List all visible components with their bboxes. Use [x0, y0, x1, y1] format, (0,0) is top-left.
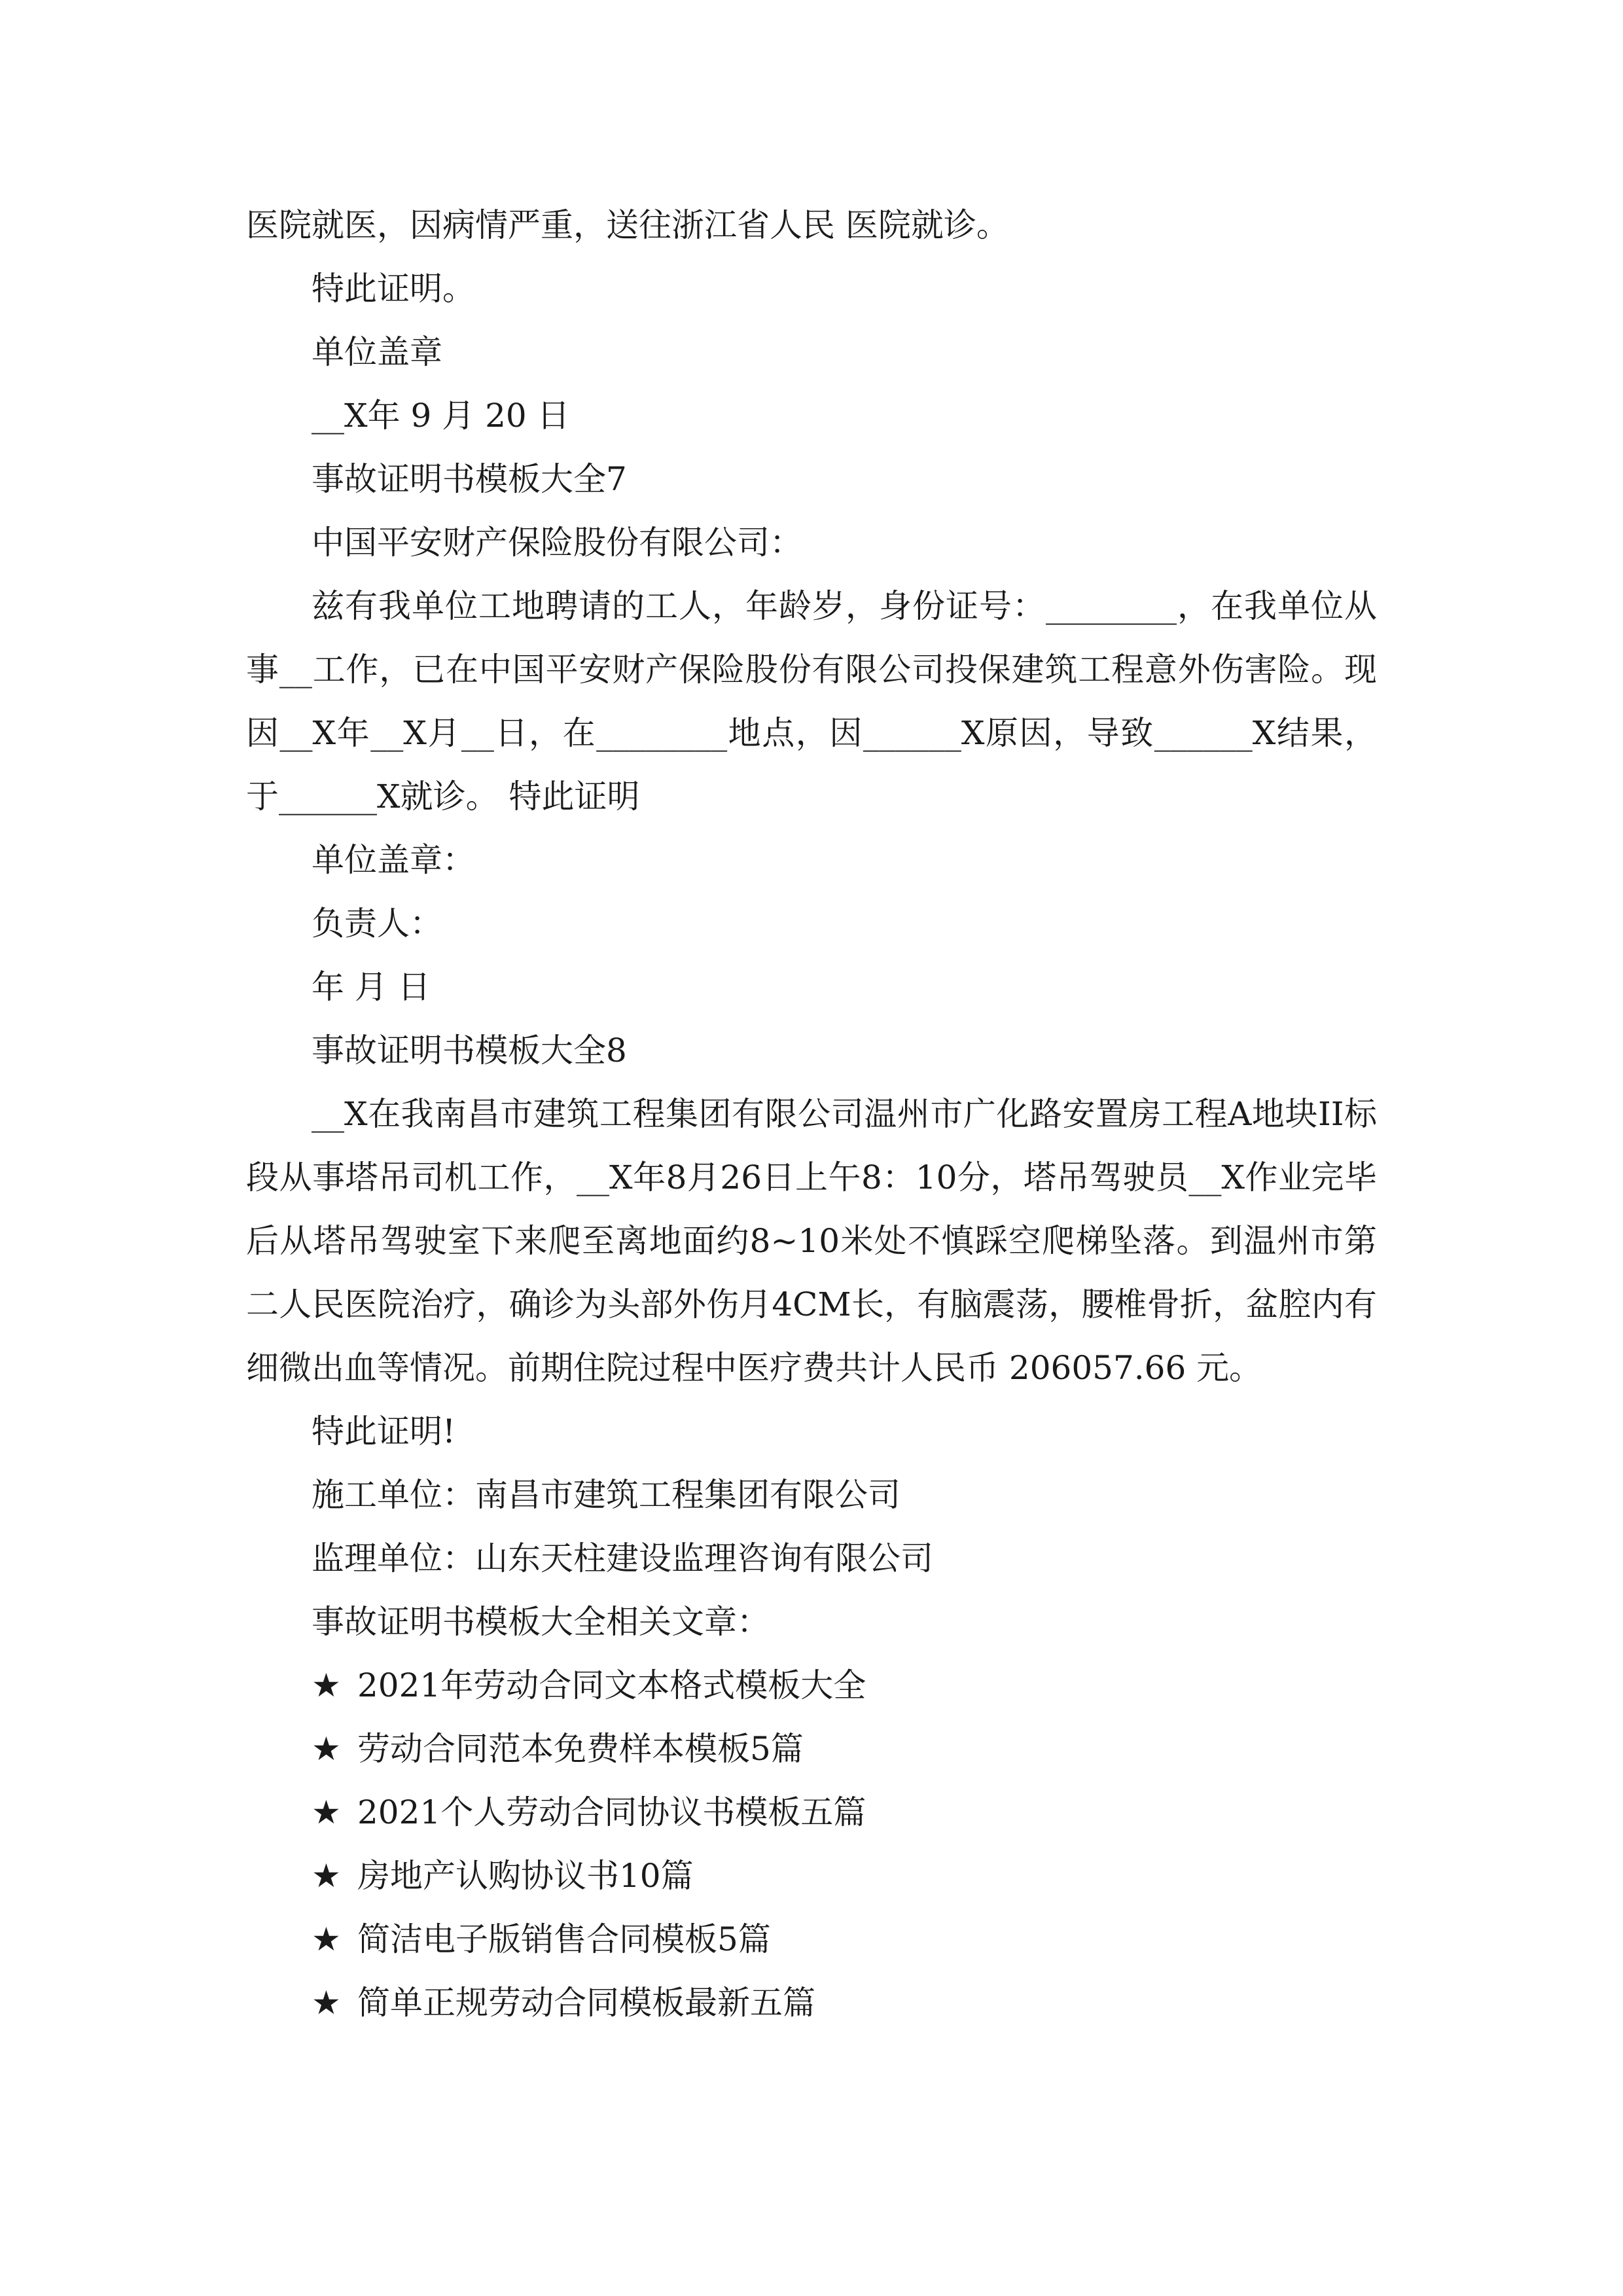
related-link[interactable] [246, 1908, 1377, 1971]
date-line: 年 月 日 [312, 968, 431, 1006]
text-line: 负责人： [312, 905, 442, 942]
star-icon: ★ [312, 1730, 341, 1768]
related-link[interactable] [246, 1654, 1377, 1717]
star-icon: ★ [312, 1920, 341, 1958]
related-link-label: 简单正规劳动合同模板最新五篇 [357, 1984, 815, 2022]
related-link[interactable] [246, 1844, 1377, 1908]
section-heading: 事故证明书模板大全8 [312, 1031, 627, 1069]
date-line: __X年 9 月 20 日 [312, 397, 570, 435]
star-icon: ★ [312, 1793, 341, 1831]
related-link-label: 2021年劳动合同文本格式模板大全 [357, 1666, 866, 1704]
text-line: 单位盖章 [312, 333, 442, 371]
text-line: 特此证明! [312, 1412, 456, 1450]
body-paragraph: 兹有我单位工地聘请的工人，年龄岁，身份证号：________，在我单位从事__工作，已在中国平安财产保险股份有限公司投保建筑工程意外伤害险。现因__X年__X月__日，在________地点，因______X原因，导致______X结果，于______X就诊。 特此证明 [246, 587, 1377, 816]
related-list [246, 1654, 1377, 2035]
section-heading: 事故证明书模板大全7 [312, 460, 627, 498]
body-paragraph: __X在我南昌市建筑工程集团有限公司温州市广化路安置房工程A地块II标段从事塔吊司机工作，__X年8月26日上午8：10分，塔吊驾驶员__X作业完毕后从塔吊驾驶室下来爬至离地面约8~10米处不慎踩空爬梯坠落。到温州市第二人民医院治疗，确诊为头部外伤月4CM长，有脑震荡，腰椎骨折，盆腔内有细微出血等情况。前期住院过程中医疗费共计人民币 206057.66 元。 [246, 1095, 1377, 1387]
related-link[interactable] [246, 1717, 1377, 1781]
star-icon: ★ [312, 1666, 341, 1704]
document-body [246, 194, 1377, 2035]
related-link-label: 劳动合同范本免费样本模板5篇 [357, 1730, 804, 1768]
text-line: 特此证明。 [312, 270, 475, 308]
star-icon: ★ [312, 1984, 341, 2022]
related-heading: 事故证明书模板大全相关文章： [312, 1603, 770, 1641]
related-link-label: 房地产认购协议书10篇 [357, 1857, 694, 1895]
text-line: 单位盖章： [312, 841, 475, 879]
text-line: 医院就医，因病情严重，送往浙江省人民 医院就诊。 [246, 206, 1009, 244]
related-link[interactable] [246, 1971, 1377, 2035]
addressee: 中国平安财产保险股份有限公司： [312, 524, 802, 562]
related-link-label: 2021个人劳动合同协议书模板五篇 [357, 1793, 866, 1831]
star-icon: ★ [312, 1857, 341, 1895]
related-link[interactable] [246, 1781, 1377, 1844]
related-link-label: 简洁电子版销售合同模板5篇 [357, 1920, 771, 1958]
text-line: 施工单位：南昌市建筑工程集团有限公司 [312, 1476, 901, 1514]
text-line: 监理单位：山东天柱建设监理咨询有限公司 [312, 1539, 933, 1577]
